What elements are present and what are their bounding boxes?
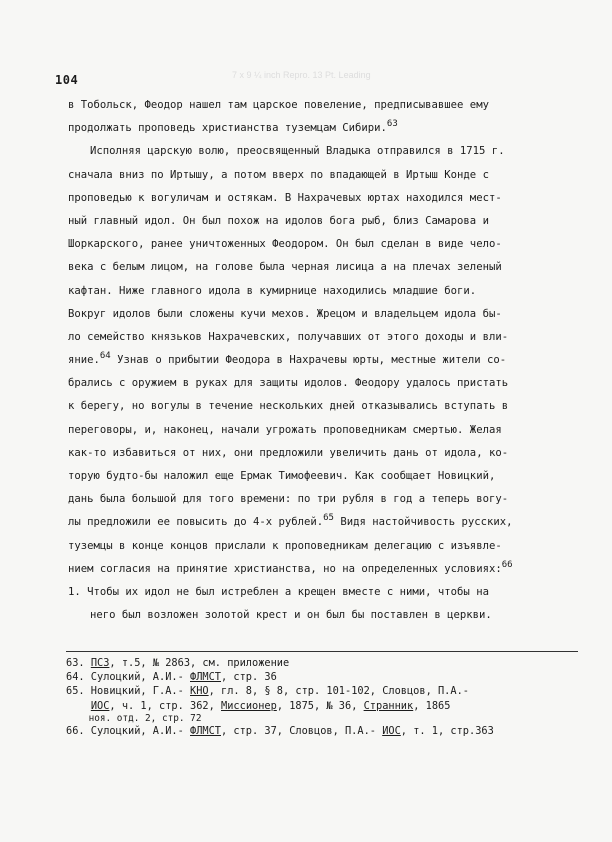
text-line: века с белым лицом, на голове была черная лисица а на плечах зеленый bbox=[68, 261, 502, 274]
text-line: брались с оружием в руках для защиты идолов. Феодору удалось пристать bbox=[68, 377, 509, 390]
source-abbrev: ПСЗ bbox=[90, 657, 110, 669]
text-line: продолжать проповедь христианства туземцам Сибири.$^{63}$ bbox=[68, 119, 398, 135]
text-line: проповедью к вогуличам и остякам. В Нахрачевых юртах находился мест- bbox=[68, 191, 502, 204]
footnote-ref[interactable]: 65 bbox=[323, 513, 334, 524]
text-line: в Тобольск, Феодор нашел там царское повеление, предписывавшее ему bbox=[68, 99, 489, 111]
text-line: Шоркарского, ранее уничтоженных Феодором. Он был сделан в виде чело- bbox=[68, 238, 502, 251]
footnote-66: 66. Сулоцкий, А.И.- ФЛМСТ, стр. 37, Словцов, П.А.- ИОС, т. 1, стр.363 bbox=[66, 724, 494, 737]
footnote-63: 63. ПСЗ, т.5, № 2863, см. приложение bbox=[66, 657, 290, 669]
footnote-65-cont2: ноя. отд. 2, стр. 72 bbox=[66, 712, 202, 724]
source-abbrev: КНО bbox=[190, 685, 209, 698]
page-number: 104 bbox=[55, 73, 79, 87]
text-line: 1. Чтобы их идол не был истреблен а крещен вместе с ними, чтобы на bbox=[68, 585, 489, 598]
text-line: него был возложен золотой крест и он был бы поставлен в церкви. bbox=[90, 609, 492, 622]
text-line: торую будто-бы наложил еще Ермак Тимофеевич. Как сообщает Новицкий, bbox=[68, 470, 496, 482]
text-line: дань была большой для того времени: по три рубля в год а теперь вогу- bbox=[68, 493, 509, 506]
text-line: яние.$^{64}$ Узнав о прибытии Феодора в Нахрачевы юрты, местные жители со- bbox=[68, 351, 507, 367]
text-line: к берегу, но вогулы в течение нескольких дней отказывались вступать в bbox=[68, 400, 509, 413]
footnotes bbox=[66, 656, 578, 738]
footnote-65-cont: ИОС, ч. 1, стр. 362, Миссионер, 1875, № 36, Странник, 1865 bbox=[90, 699, 451, 712]
source-abbrev: ФЛМСТ bbox=[190, 724, 221, 737]
source-abbrev: Странник bbox=[363, 699, 414, 712]
source-abbrev: ИОС bbox=[382, 724, 401, 737]
text-line: туземцы в конце концов прислали к проповедникам делегацию с изъявле- bbox=[68, 539, 502, 552]
text-line: сначала вниз по Иртышу, а потом вверх по впадающей в Иртыш Конде с bbox=[68, 168, 489, 181]
text-line: Исполняя царскую волю, преосвященный Владыка отправился в 1715 г. bbox=[90, 145, 505, 158]
source-abbrev: ИОС bbox=[90, 699, 110, 712]
footnote-ref[interactable]: 64 bbox=[99, 351, 111, 362]
text-line: лы предложили ее повысить до 4-х рублей.$^{65}$ Видя настойчивость русских, bbox=[68, 513, 513, 529]
source-abbrev: Миссионер bbox=[221, 699, 277, 712]
footnote-65: 65. Новицкий, Г.А.- КНО, гл. 8, § 8, стр. 101-102, Словцов, П.А.- bbox=[66, 685, 469, 698]
watermark: 7 x 9 ¼ inch Repro. 13 Pt. Leading bbox=[232, 70, 371, 80]
text-line: кафтан. Ниже главного идола в кумирнице находились младшие боги. bbox=[68, 284, 477, 297]
footnote-divider bbox=[66, 651, 578, 652]
body-text bbox=[68, 94, 578, 627]
text-line: ный главный идол. Он был похож на идолов бога рыб, близ Самарова и bbox=[68, 214, 489, 227]
footnote-64: 64. Сулоцкий, А.И.- ФЛМСТ, стр. 36 bbox=[66, 671, 277, 684]
footnote-ref[interactable]: 66 bbox=[501, 559, 513, 570]
text-line: нием согласия на принятие христианства, но на определенных условиях:$^{66}$ bbox=[68, 559, 513, 575]
source-abbrev: ФЛМСТ bbox=[190, 671, 221, 684]
text-line: ло семейство князьков Нахрачевских, получавших от этого доходы и вли- bbox=[68, 330, 509, 343]
text-line: как-то избавиться от них, они предложили увеличить дань от идола, ко- bbox=[68, 446, 509, 459]
text-line: переговоры, и, наконец, начали угрожать проповедникам смертью. Желая bbox=[68, 423, 502, 436]
footnote-ref[interactable]: 63 bbox=[386, 119, 398, 130]
text-line: Вокруг идолов были сложены кучи мехов. Жрецом и владельцем идола бы- bbox=[68, 307, 502, 320]
